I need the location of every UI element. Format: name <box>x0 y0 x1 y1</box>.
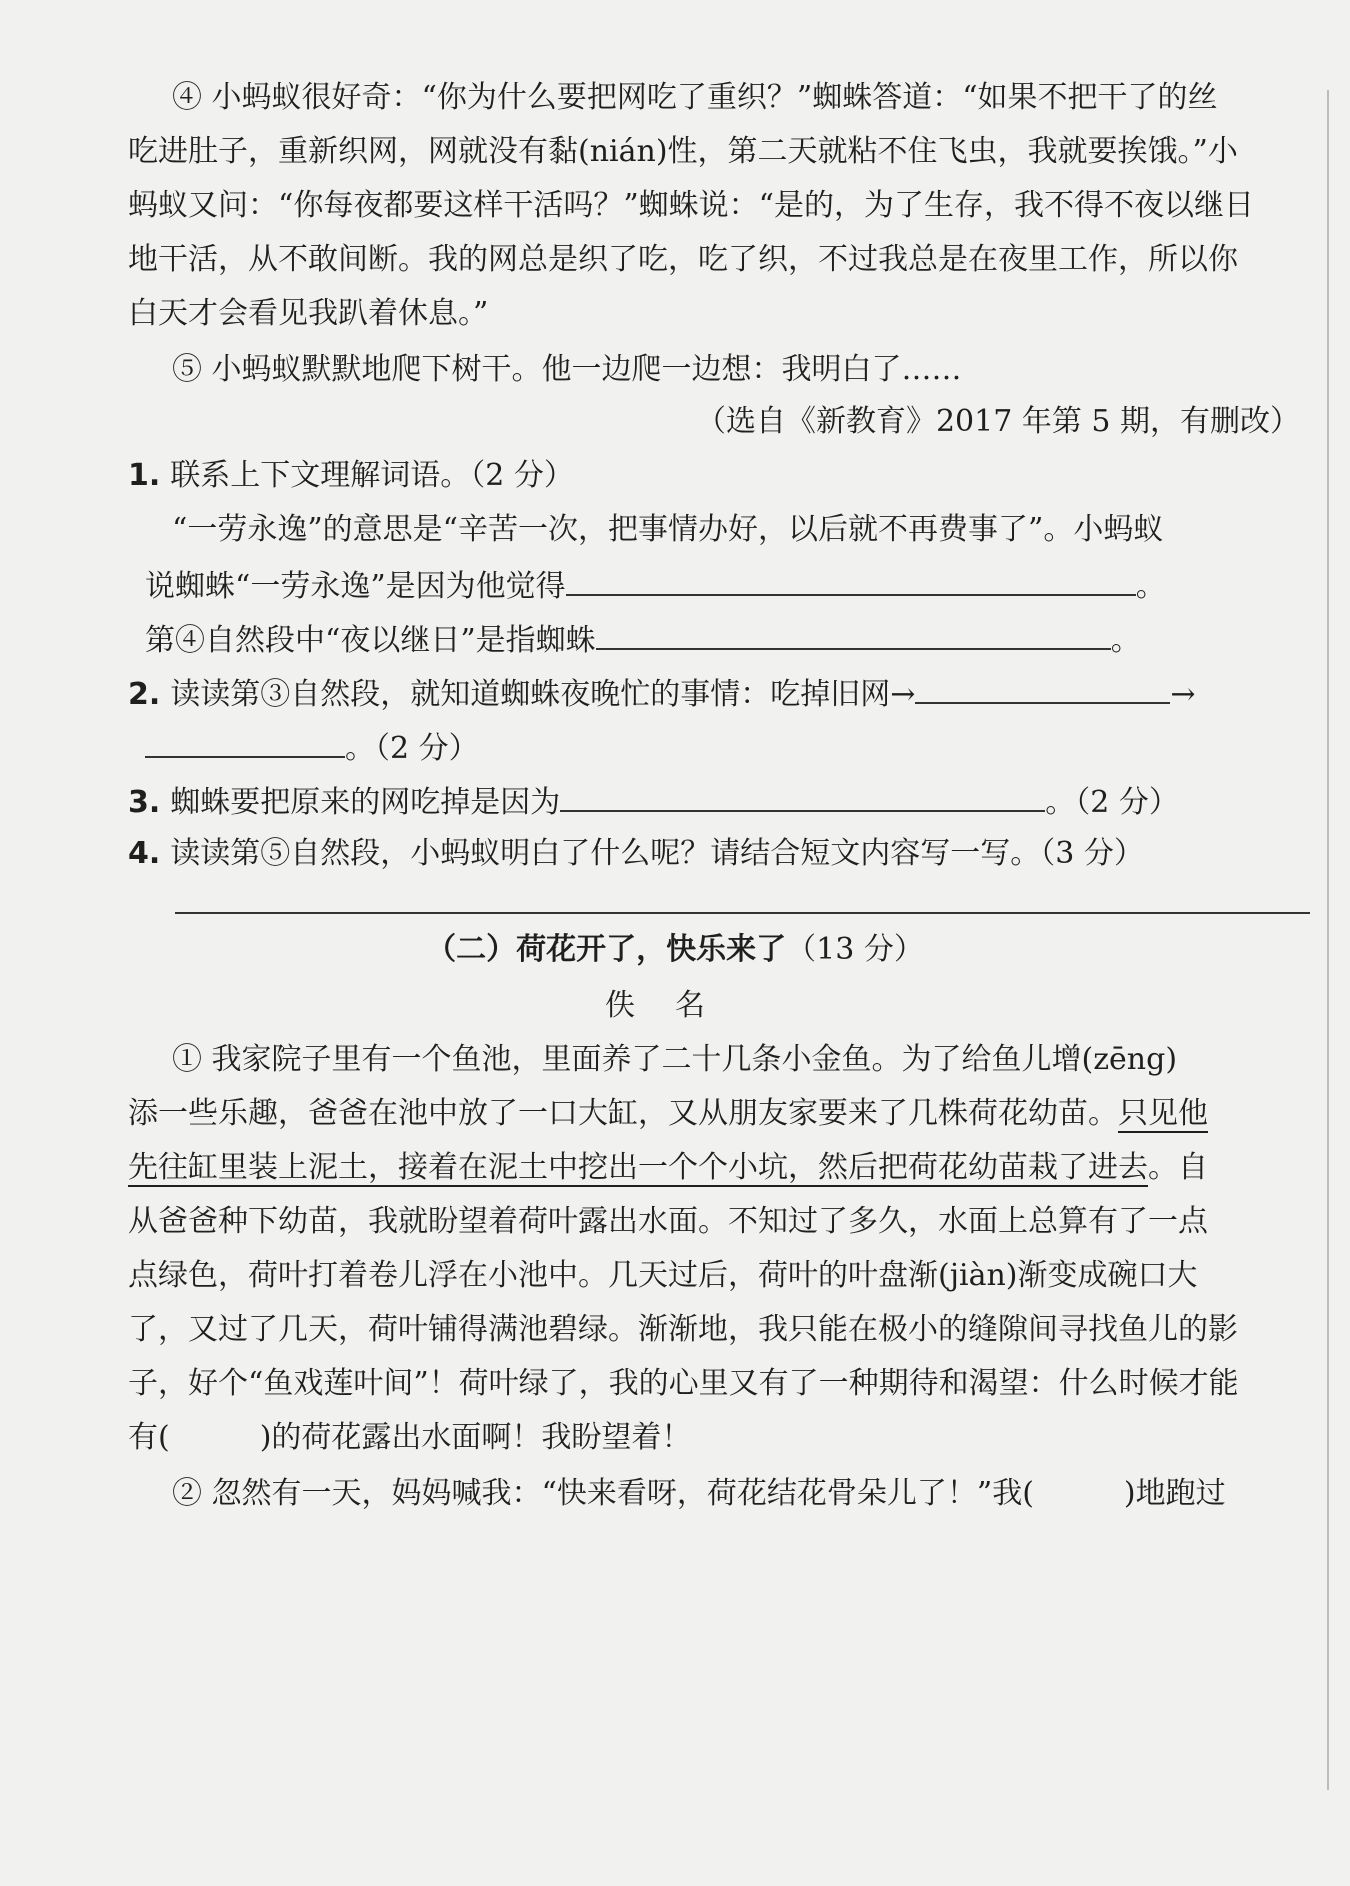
question-text: 读读第③自然段，就知道蜘蛛夜晚忙的事情：吃掉旧网→ <box>170 677 916 712</box>
question-text: 蜘蛛要把原来的网吃掉是因为 <box>170 785 561 820</box>
source-citation: （选自《新教育》2017 年第 5 期，有删改） <box>695 404 1300 439</box>
arrow: → <box>1170 677 1196 712</box>
question-text: 读读第⑤自然段，小蚂蚁明白了什么呢？请结合短文内容写一写。（3 分） <box>170 836 1144 871</box>
answer-blank[interactable] <box>145 726 345 758</box>
question-text: 联系上下文理解词语。（2 分） <box>170 458 574 493</box>
story1-line: 地干活，从不敢间断。我的网总是织了吃，吃了织，不过我总是在夜里工作，所以你 <box>128 242 1238 277</box>
question-3 <box>128 780 1310 823</box>
story1-line: 白天才会看见我趴着休息。” <box>128 296 489 331</box>
story2-line: ② 忽然有一天，妈妈喊我：“快来看呀，荷花结花骨朵儿了！”我( )地跑过 <box>172 1476 1226 1511</box>
question-1 <box>128 456 1310 496</box>
answer-blank[interactable] <box>596 618 1111 650</box>
q2-line2 <box>145 726 1310 769</box>
question-number: 2. <box>128 677 161 712</box>
section-title <box>0 930 1350 970</box>
question-number: 4. <box>128 836 161 871</box>
answer-line[interactable] <box>175 912 1310 914</box>
story2-line <box>128 1148 1310 1188</box>
story2-line: ① 我家院子里有一个鱼池，里面养了二十几条小金鱼。为了给鱼儿增(zēng) <box>172 1042 1178 1077</box>
period: 。 <box>1135 569 1166 604</box>
answer-blank[interactable] <box>560 780 1045 812</box>
q1-line3 <box>145 618 1310 661</box>
underlined-sentence: 只见他 <box>1118 1096 1208 1131</box>
q1-prompt-b: 第④自然段中“夜以继日”是指蜘蛛 <box>145 623 596 658</box>
story1-line: 蚂蚁又问：“你每夜都要这样干活吗？”蜘蛛说：“是的，为了生存，我不得不夜以继日 <box>128 188 1255 223</box>
story1-p5: ⑤ 小蚂蚁默默地爬下树干。他一边爬一边想：我明白了…… <box>172 352 962 387</box>
question-2 <box>128 672 1310 715</box>
section-score: （13 分） <box>786 932 924 967</box>
story2-text: 。自 <box>1148 1150 1208 1185</box>
story2-line: 有( )的荷花露出水面啊！我盼望着！ <box>128 1420 692 1455</box>
question-number: 3. <box>128 785 161 820</box>
author: 佚名 <box>605 988 745 1023</box>
question-4 <box>128 834 1310 874</box>
underlined-sentence: 先往缸里装上泥土，接着在泥土中挖出一个个小坑，然后把荷花幼苗栽了进去 <box>128 1150 1148 1185</box>
period: 。 <box>1110 623 1141 658</box>
answer-blank[interactable] <box>915 672 1170 704</box>
story2-line: 从爸爸种下幼苗，我就盼望着荷叶露出水面。不知过了多久，水面上总算有了一点 <box>128 1204 1208 1239</box>
q1-prompt-a: 说蜘蛛“一劳永逸”是因为他觉得 <box>145 569 566 604</box>
story1-line: 吃进肚子，重新织网，网就没有黏(nián)性，第二天就粘不住飞虫，我就要挨饿。”小 <box>128 134 1238 169</box>
q2-tail: 。（2 分） <box>345 731 479 766</box>
question-number: 1. <box>128 458 161 493</box>
story2-line: 了，又过了几天，荷叶铺得满池碧绿。渐渐地，我只能在极小的缝隙间寻找鱼儿的影 <box>128 1312 1238 1347</box>
q1-explanation: “一劳永逸”的意思是“辛苦一次，把事情办好，以后就不再费事了”。小蚂蚁 <box>172 512 1164 547</box>
story2-line <box>128 1094 1310 1134</box>
q1-line2 <box>145 564 1310 607</box>
story2-line: 子，好个“鱼戏莲叶间”！荷叶绿了，我的心里又有了一种期待和渴望：什么时候才能 <box>128 1366 1239 1401</box>
answer-blank[interactable] <box>566 564 1136 596</box>
q3-tail: 。（2 分） <box>1045 785 1179 820</box>
story1-line: ④ 小蚂蚁很好奇：“你为什么要把网吃了重织？”蜘蛛答道：“如果不把干了的丝 <box>172 80 1218 115</box>
story2-line: 点绿色，荷叶打着卷儿浮在小池中。几天过后，荷叶的叶盘渐(jiàn)渐变成碗口大 <box>128 1258 1198 1293</box>
story2-text: 添一些乐趣，爸爸在池中放了一口大缸，又从朋友家要来了几株荷花幼苗。 <box>128 1096 1118 1131</box>
section-title-text: （二）荷花开了，快乐来了 <box>426 932 787 967</box>
